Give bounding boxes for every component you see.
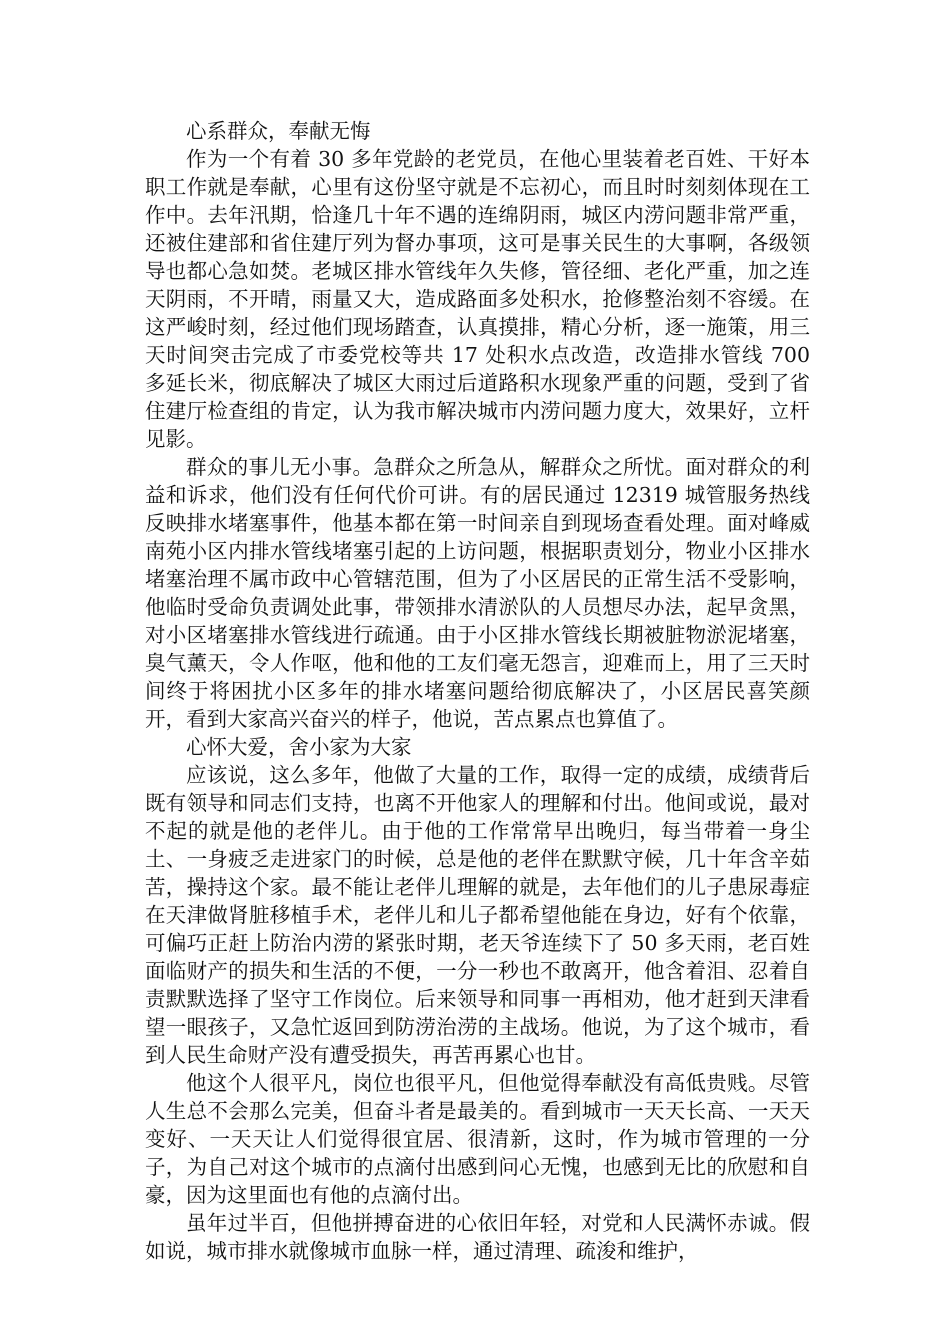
section-heading-1: 心系群众，奉献无悔 xyxy=(186,119,371,143)
paragraph-5: 虽年过半百，但他拼搏奋进的心依旧年轻，对党和人民满怀赤诚。假如说，城市排水就像城市血脉一样，通过清理、疏浚和维护， xyxy=(145,1211,810,1263)
paragraph-1: 作为一个有着 30 多年党龄的老党员，在他心里装着老百姓、干好本职工作就是奉献，心里有这份坚守就是不忘初心，而且时时刻刻体现在工作中。去年汛期，恰逢几十年不遇的连绵阴雨，城区内涝问题非常严重，还被住建部和省住建厅列为督办事项，这可是事关民生的大事啊，各级领导也都心急如焚。老城区排水管线年久失修，管径细、老化严重，加之连天阴雨，不开晴，雨量又大，造成路面多处积水，抢修整治刻不容缓。在这严峻时刻，经过他们现场踏查，认真摸排，精心分析，逐一施策，用三天时间突击完成了市委党校等共 17 处积水点改造，改造排水管线 700 多延长米，彻底解决了城区大雨过后道路积水现象严重的问题，受到了省住建厅检查组的肯定，认为我市解决城市内涝问题力度大，效果好，立杆见影。 xyxy=(145,147,810,451)
paragraph-3: 应该说，这么多年，他做了大量的工作，取得一定的成绩，成绩背后既有领导和同志们支持，也离不开他家人的理解和付出。他间或说，最对不起的就是他的老伴儿。由于他的工作常常早出晚归，每当带着一身尘土、一身疲乏走进家门的时候，总是他的老伴在默默守候，几十年含辛茹苦，操持这个家。最不能让老伴儿理解的就是，去年他们的儿子患尿毒症在天津做肾脏移植手术，老伴儿和儿子都希望他能在身边，好有个依靠，可偏巧正赶上防治内涝的紧张时期，老天爷连续下了 50 多天雨，老百姓面临财产的损失和生活的不便，一分一秒也不敢离开，他含着泪、忍着自责默默选择了坚守工作岗位。后来领导和同事一再相劝，他才赶到天津看望一眼孩子，又急忙返回到防涝治涝的主战场。他说，为了这个城市，看到人民生命财产没有遭受损失，再苦再累心也甘。 xyxy=(145,763,810,1067)
paragraph-2: 群众的事儿无小事。急群众之所急从，解群众之所忧。面对群众的利益和诉求，他们没有任何代价可讲。有的居民通过 12319 城管服务热线反映排水堵塞事件，他基本都在第一时间亲自到现场查看处理。面对峰威南苑小区内排水管线堵塞引起的上访问题，根据职责划分，物业小区排水堵塞治理不属市政中心管辖范围，但为了小区居民的正常生活不受影响，他临时受命负责调处此事，带领排水清淤队的人员想尽办法，起早贪黑，对小区堵塞排水管线进行疏通。由于小区排水管线长期被脏物淤泥堵塞，臭气薰天，令人作呕，他和他的工友们毫无怨言，迎难而上，用了三天时间终于将困扰小区多年的排水堵塞问题给彻底解决了，小区居民喜笑颜开，看到大家高兴奋兴的样子，他说，苦点累点也算值了。 xyxy=(145,455,810,731)
section-heading-2: 心怀大爱，舍小家为大家 xyxy=(186,735,412,759)
paragraph-4: 他这个人很平凡，岗位也很平凡，但他觉得奉献没有高低贵贱。尽管人生总不会那么完美，但奋斗者是最美的。看到城市一天天长高、一天天变好、一天天让人们觉得很宜居、很清新，这时，作为城市管理的一分子，为自己对这个城市的点滴付出感到问心无愧，也感到无比的欣慰和自豪，因为这里面也有他的点滴付出。 xyxy=(145,1071,810,1207)
document-body xyxy=(145,117,810,1265)
